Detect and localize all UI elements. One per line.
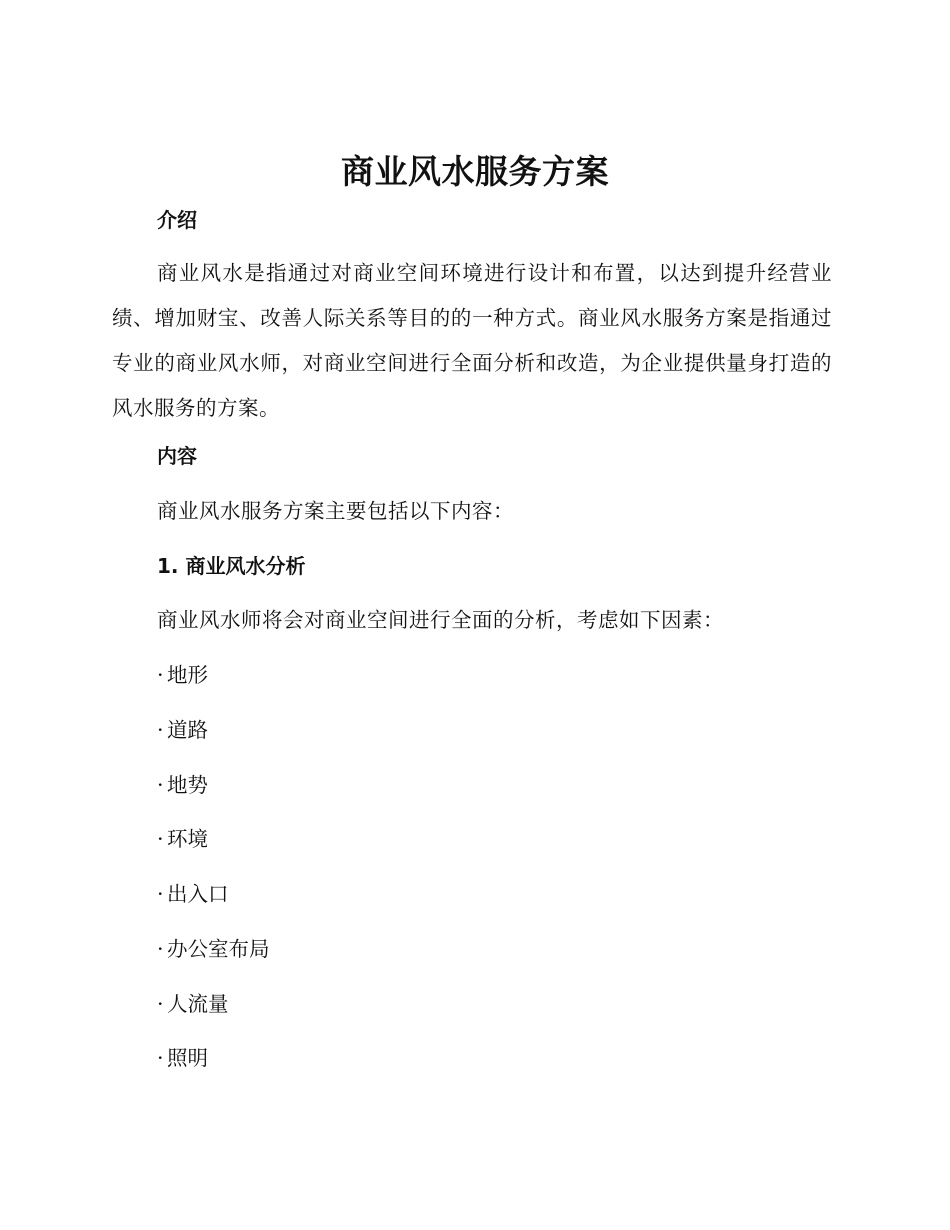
bullet-icon: · bbox=[157, 718, 164, 742]
list-item bbox=[157, 879, 229, 909]
bullet-icon: · bbox=[157, 992, 164, 1016]
document-title: 商业风水服务方案 bbox=[341, 152, 609, 191]
list-item-text: 地形 bbox=[167, 663, 208, 687]
list-item bbox=[157, 1043, 208, 1073]
list-item-text: 道路 bbox=[167, 718, 208, 742]
list-item-text: 照明 bbox=[167, 1046, 208, 1070]
section1-heading: 1. 商业风水分析 bbox=[157, 554, 306, 578]
list-item bbox=[157, 824, 208, 854]
list-item bbox=[157, 934, 270, 964]
bullet-icon: · bbox=[157, 773, 164, 797]
list-item bbox=[157, 770, 208, 800]
content-heading: 内容 bbox=[157, 444, 197, 468]
list-item-text: 环境 bbox=[167, 827, 208, 851]
list-item bbox=[157, 715, 208, 745]
intro-heading: 介绍 bbox=[157, 208, 197, 232]
list-item-text: 人流量 bbox=[167, 992, 229, 1016]
bullet-icon: · bbox=[157, 1046, 164, 1070]
bullet-icon: · bbox=[157, 827, 164, 851]
content-intro: 商业风水服务方案主要包括以下内容： bbox=[157, 499, 514, 523]
list-item-text: 出入口 bbox=[167, 882, 229, 906]
list-item-text: 地势 bbox=[167, 773, 208, 797]
intro-paragraph: 商业风水是指通过对商业空间环境进行设计和布置，以达到提升经营业绩、增加财宝、改善人际关系等目的的一种方式。商业风水服务方案是指通过专业的商业风水师，对商业空间进行全面分析和改造，为企业提供量身打造的风水服务的方案。 bbox=[112, 261, 832, 420]
bullet-icon: · bbox=[157, 663, 164, 687]
section1-intro: 商业风水师将会对商业空间进行全面的分析，考虑如下因素： bbox=[157, 608, 724, 632]
list-item bbox=[157, 660, 208, 690]
bullet-icon: · bbox=[157, 882, 164, 906]
list-item bbox=[157, 989, 229, 1019]
bullet-icon: · bbox=[157, 937, 164, 961]
list-item-text: 办公室布局 bbox=[167, 937, 270, 961]
